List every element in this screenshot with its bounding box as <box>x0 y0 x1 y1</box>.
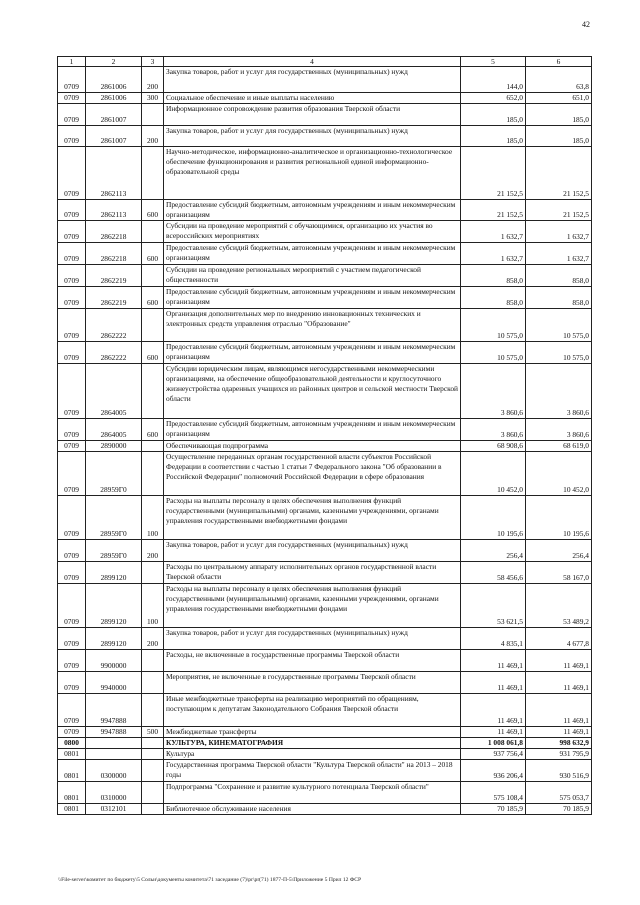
amount-executed: 10 575,0 <box>526 342 592 364</box>
page-number: 42 <box>582 20 590 29</box>
amount-executed: 256,4 <box>526 540 592 562</box>
section-code: 0709 <box>58 126 86 147</box>
expense-type-code <box>142 804 164 815</box>
table-row <box>58 540 592 562</box>
table-row <box>58 93 592 104</box>
target-article-code: 0300000 <box>86 760 142 782</box>
expense-type-code <box>142 650 164 672</box>
expense-type-code: 500 <box>142 727 164 738</box>
target-article-code: 28959Г0 <box>86 540 142 562</box>
item-name: Научно-методическое, информационно-аналитическое и организационно-технологическое обеспечение функционирования и развития региональной единой информационно-образовательной среды <box>164 147 461 200</box>
table-row <box>58 749 592 760</box>
amount-executed: 10 575,0 <box>526 309 592 342</box>
target-article-code: 28959Г0 <box>86 496 142 540</box>
section-code: 0800 <box>58 738 86 749</box>
target-article-code: 2899120 <box>86 628 142 650</box>
item-name: Осуществление переданных органам государственной власти субъектов Российской Федерации в соответствии с частью 1 статьи 7 Федерального закона "Об образовании в Российской Федерации" полномочий Российской Федерации в сфере образования <box>164 452 461 496</box>
expense-type-code <box>142 221 164 243</box>
target-article-code: 2862113 <box>86 147 142 200</box>
amount-planned: 144,0 <box>461 67 526 93</box>
expense-type-code <box>142 441 164 452</box>
column-number: 6 <box>526 57 592 67</box>
section-code: 0709 <box>58 694 86 727</box>
amount-planned: 53 621,5 <box>461 584 526 628</box>
amount-executed: 70 185,9 <box>526 804 592 815</box>
section-code: 0801 <box>58 749 86 760</box>
amount-executed: 1 632,7 <box>526 221 592 243</box>
expense-type-code <box>142 694 164 727</box>
amount-executed: 21 152,5 <box>526 200 592 221</box>
amount-executed: 58 167,0 <box>526 562 592 584</box>
amount-executed: 3 860,6 <box>526 364 592 419</box>
item-name: Обеспечивающая подпрограмма <box>164 441 461 452</box>
amount-executed: 11 469,1 <box>526 650 592 672</box>
target-article-code: 2861006 <box>86 67 142 93</box>
item-name: Мероприятия, не включенные в государственные программы Тверской области <box>164 672 461 694</box>
table-row <box>58 309 592 342</box>
section-code: 0801 <box>58 760 86 782</box>
item-name: Социальное обеспечение и иные выплаты населению <box>164 93 461 104</box>
amount-planned: 4 835,1 <box>461 628 526 650</box>
amount-executed: 11 469,1 <box>526 727 592 738</box>
item-name: Информационное сопровождение развития образования Тверской области <box>164 104 461 126</box>
section-code: 0709 <box>58 104 86 126</box>
table-row <box>58 782 592 804</box>
expense-type-code <box>142 309 164 342</box>
section-code: 0709 <box>58 67 86 93</box>
item-name: Предоставление субсидий бюджетным, автономным учреждениям и иным некоммерческим организациям <box>164 243 461 265</box>
expense-type-code <box>142 738 164 749</box>
amount-planned: 256,4 <box>461 540 526 562</box>
table-row <box>58 738 592 749</box>
target-article-code <box>86 749 142 760</box>
section-code: 0709 <box>58 441 86 452</box>
target-article-code: 2862219 <box>86 265 142 287</box>
target-article-code: 2899120 <box>86 562 142 584</box>
expense-type-code: 200 <box>142 628 164 650</box>
section-code: 0709 <box>58 147 86 200</box>
section-code: 0709 <box>58 364 86 419</box>
expense-type-code <box>142 265 164 287</box>
table-row <box>58 419 592 441</box>
expense-type-code: 200 <box>142 126 164 147</box>
amount-planned: 575 108,4 <box>461 782 526 804</box>
section-code: 0709 <box>58 540 86 562</box>
amount-executed: 930 516,9 <box>526 760 592 782</box>
table-row <box>58 147 592 200</box>
table-row <box>58 584 592 628</box>
item-name: Государственная программа Тверской области "Культура Тверской области" на 2013 – 2018 годы <box>164 760 461 782</box>
amount-executed: 53 489,2 <box>526 584 592 628</box>
section-code: 0709 <box>58 584 86 628</box>
expense-type-code: 100 <box>142 584 164 628</box>
expense-type-code <box>142 672 164 694</box>
target-article-code: 2861007 <box>86 104 142 126</box>
amount-planned: 652,0 <box>461 93 526 104</box>
item-name: Организация дополнительных мер по внедрению инновационных технических и электронных средств управления отраслью "Образование" <box>164 309 461 342</box>
section-code: 0709 <box>58 342 86 364</box>
section-code: 0709 <box>58 727 86 738</box>
item-name: Культура <box>164 749 461 760</box>
section-code: 0709 <box>58 452 86 496</box>
table-row <box>58 804 592 815</box>
table-row <box>58 364 592 419</box>
expense-type-code: 100 <box>142 496 164 540</box>
amount-executed: 931 795,9 <box>526 749 592 760</box>
amount-planned: 70 185,9 <box>461 804 526 815</box>
table-row <box>58 243 592 265</box>
table-row <box>58 562 592 584</box>
item-name: Закупка товаров, работ и услуг для государственных (муниципальных) нужд <box>164 628 461 650</box>
target-article-code: 2862218 <box>86 221 142 243</box>
target-article-code: 0310000 <box>86 782 142 804</box>
table-row <box>58 727 592 738</box>
section-code: 0709 <box>58 243 86 265</box>
amount-executed: 10 195,6 <box>526 496 592 540</box>
target-article-code: 2864005 <box>86 364 142 419</box>
expense-type-code: 600 <box>142 419 164 441</box>
table-row <box>58 694 592 727</box>
section-code: 0709 <box>58 562 86 584</box>
amount-planned: 3 860,6 <box>461 419 526 441</box>
section-code: 0709 <box>58 628 86 650</box>
item-name: Закупка товаров, работ и услуг для государственных (муниципальных) нужд <box>164 67 461 93</box>
section-code: 0709 <box>58 221 86 243</box>
column-number: 1 <box>58 57 86 67</box>
amount-planned: 11 469,1 <box>461 727 526 738</box>
item-name: Предоставление субсидий бюджетным, автономным учреждениям и иным некоммерческим организациям <box>164 342 461 364</box>
column-number: 5 <box>461 57 526 67</box>
amount-executed: 11 469,1 <box>526 672 592 694</box>
amount-executed: 185,0 <box>526 126 592 147</box>
amount-planned: 1 632,7 <box>461 221 526 243</box>
table-row <box>58 452 592 496</box>
table-row <box>58 200 592 221</box>
item-name: Предоставление субсидий бюджетным, автономным учреждениям и иным некоммерческим организациям <box>164 287 461 309</box>
item-name: Расходы по центральному аппарату исполнительных органов государственной власти Тверской области <box>164 562 461 584</box>
section-code: 0709 <box>58 419 86 441</box>
item-name: Закупка товаров, работ и услуг для государственных (муниципальных) нужд <box>164 126 461 147</box>
item-name: Расходы на выплаты персоналу в целях обеспечения выполнения функций государственными (муниципальными) органами, казенными учреждениями, органами управления государственными внебюджетными фондами <box>164 584 461 628</box>
amount-planned: 3 860,6 <box>461 364 526 419</box>
section-code: 0709 <box>58 309 86 342</box>
item-name: Иные межбюджетные трансферты на реализацию мероприятий по обращениям, поступающим к депутатам Законодательного Собрания Тверской области <box>164 694 461 727</box>
expense-type-code: 600 <box>142 287 164 309</box>
table-row <box>58 126 592 147</box>
amount-executed: 4 677,8 <box>526 628 592 650</box>
item-name: Подпрограмма "Сохранение и развитие культурного потенциала Тверской области" <box>164 782 461 804</box>
table-row <box>58 287 592 309</box>
target-article-code: 2861006 <box>86 93 142 104</box>
item-name: Расходы, не включенные в государственные программы Тверской области <box>164 650 461 672</box>
item-name: Расходы на выплаты персоналу в целях обеспечения выполнения функций государственными (муниципальными) органами, казенными учреждениями, органами управления государственными внебюджетными фондами <box>164 496 461 540</box>
amount-executed: 11 469,1 <box>526 694 592 727</box>
target-article-code: 2862219 <box>86 287 142 309</box>
expense-type-code: 200 <box>142 67 164 93</box>
expense-type-code <box>142 147 164 200</box>
item-name: КУЛЬТУРА, КИНЕМАТОГРАФИЯ <box>164 738 461 749</box>
expense-type-code: 600 <box>142 342 164 364</box>
amount-executed: 68 619,0 <box>526 441 592 452</box>
amount-planned: 68 908,6 <box>461 441 526 452</box>
expense-type-code <box>142 749 164 760</box>
target-article-code: 28959Г0 <box>86 452 142 496</box>
item-name: Предоставление субсидий бюджетным, автономным учреждениям и иным некоммерческим организациям <box>164 200 461 221</box>
table-row <box>58 760 592 782</box>
item-name: Библиотечное обслуживание населения <box>164 804 461 815</box>
amount-planned: 10 452,0 <box>461 452 526 496</box>
section-code: 0709 <box>58 496 86 540</box>
target-article-code: 2862218 <box>86 243 142 265</box>
column-number: 3 <box>142 57 164 67</box>
amount-planned: 1 632,7 <box>461 243 526 265</box>
amount-executed: 63,8 <box>526 67 592 93</box>
table-row <box>58 441 592 452</box>
expense-type-code <box>142 782 164 804</box>
section-code: 0709 <box>58 93 86 104</box>
amount-planned: 936 206,4 <box>461 760 526 782</box>
target-article-code <box>86 738 142 749</box>
target-article-code: 2890000 <box>86 441 142 452</box>
amount-executed: 185,0 <box>526 104 592 126</box>
amount-executed: 651,0 <box>526 93 592 104</box>
amount-planned: 937 756,4 <box>461 749 526 760</box>
expense-type-code <box>142 364 164 419</box>
target-article-code: 9900000 <box>86 650 142 672</box>
section-code: 0801 <box>58 782 86 804</box>
amount-executed: 10 452,0 <box>526 452 592 496</box>
target-article-code: 2864005 <box>86 419 142 441</box>
section-code: 0709 <box>58 672 86 694</box>
target-article-code: 2862222 <box>86 342 142 364</box>
item-name: Субсидии юридическим лицам, являющимся негосударственными некоммерческими организациями, на обеспечение общеобразовательной деятельности и круглосуточного жизнеустройства одаренных учащихся из районных центров и сельской местности Тверской области <box>164 364 461 419</box>
amount-planned: 11 469,1 <box>461 650 526 672</box>
target-article-code: 2862113 <box>86 200 142 221</box>
amount-planned: 185,0 <box>461 104 526 126</box>
target-article-code: 9947888 <box>86 694 142 727</box>
amount-executed: 3 860,6 <box>526 419 592 441</box>
item-name: Межбюджетные трансферты <box>164 727 461 738</box>
amount-planned: 58 456,6 <box>461 562 526 584</box>
table-row <box>58 628 592 650</box>
section-code: 0709 <box>58 200 86 221</box>
item-name: Предоставление субсидий бюджетным, автономным учреждениям и иным некоммерческим организациям <box>164 419 461 441</box>
amount-planned: 21 152,5 <box>461 200 526 221</box>
table-row <box>58 221 592 243</box>
amount-planned: 185,0 <box>461 126 526 147</box>
target-article-code: 0312101 <box>86 804 142 815</box>
amount-planned: 11 469,1 <box>461 694 526 727</box>
amount-executed: 998 632,9 <box>526 738 592 749</box>
expense-type-code: 600 <box>142 243 164 265</box>
table-row <box>58 265 592 287</box>
section-code: 0709 <box>58 265 86 287</box>
section-code: 0709 <box>58 650 86 672</box>
budget-table <box>57 56 592 815</box>
table-row <box>58 650 592 672</box>
table-row <box>58 672 592 694</box>
section-code: 0801 <box>58 804 86 815</box>
expense-type-code <box>142 562 164 584</box>
expense-type-code <box>142 452 164 496</box>
amount-planned: 10 575,0 <box>461 342 526 364</box>
table-row <box>58 496 592 540</box>
column-number-row <box>58 57 592 67</box>
column-number: 4 <box>164 57 461 67</box>
target-article-code: 2861007 <box>86 126 142 147</box>
amount-executed: 1 632,7 <box>526 243 592 265</box>
table-row <box>58 67 592 93</box>
amount-executed: 575 053,7 <box>526 782 592 804</box>
target-article-code: 9940000 <box>86 672 142 694</box>
expense-type-code: 200 <box>142 540 164 562</box>
expense-type-code <box>142 760 164 782</box>
column-number: 2 <box>86 57 142 67</box>
expense-type-code: 600 <box>142 200 164 221</box>
target-article-code: 9947888 <box>86 727 142 738</box>
target-article-code: 2862222 <box>86 309 142 342</box>
amount-planned: 10 195,6 <box>461 496 526 540</box>
amount-executed: 858,0 <box>526 265 592 287</box>
amount-executed: 21 152,5 <box>526 147 592 200</box>
amount-planned: 858,0 <box>461 287 526 309</box>
item-name: Закупка товаров, работ и услуг для государственных (муниципальных) нужд <box>164 540 461 562</box>
file-path-footer: \\File-server\комитет по бюджету\5 Сольи\документы комитета\71 заседание (7)\pr\pr(71) 1877-П-5\Приложение 5 Прил 12 ФСР <box>58 877 362 883</box>
amount-planned: 10 575,0 <box>461 309 526 342</box>
amount-planned: 858,0 <box>461 265 526 287</box>
item-name: Субсидии на проведение мероприятий с обучающимися, организацию их участия во всероссийских мероприятиях <box>164 221 461 243</box>
item-name: Субсидии на проведение региональных мероприятий с участием педагогической общественности <box>164 265 461 287</box>
amount-executed: 858,0 <box>526 287 592 309</box>
amount-planned: 11 469,1 <box>461 672 526 694</box>
table-row <box>58 342 592 364</box>
expense-type-code: 300 <box>142 93 164 104</box>
expense-type-code <box>142 104 164 126</box>
table-row <box>58 104 592 126</box>
section-code: 0709 <box>58 287 86 309</box>
amount-planned: 1 008 061,8 <box>461 738 526 749</box>
target-article-code: 2899120 <box>86 584 142 628</box>
amount-planned: 21 152,5 <box>461 147 526 200</box>
